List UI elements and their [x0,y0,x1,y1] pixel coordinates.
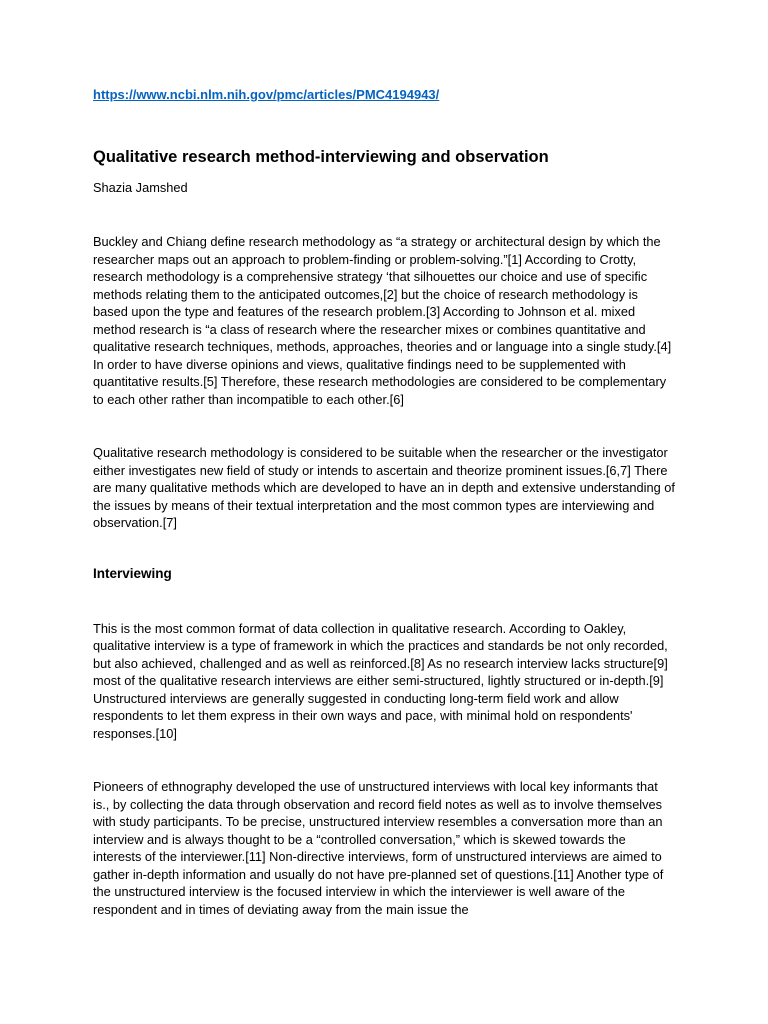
paragraph-interview-format: This is the most common format of data collection in qualitative research. According to Oakley, qualitative interview is a type of framework in which the practices and standards be not only recorded, but also achieved, challenged and as well as reinforced.[8] As no research interview lacks structure[9] most of the qualitative research interviews are either semi-structured, lightly structured or in-depth.[9] Unstructured interviews are generally suggested in conducting long-term field work and allow respondents to let them express in their own ways and pace, with minimal hold on respondents' responses.[10] [93,620,668,741]
source-url-link[interactable]: https://www.ncbi.nlm.nih.gov/pmc/articles/PMC4194943/ [93,87,440,102]
document-title: Qualitative research method-interviewing and observation [93,148,549,166]
document-page [93,86,675,918]
author-name: Shazia Jamshed [93,180,188,195]
paragraph-qualitative-methodology: Qualitative research methodology is considered to be suitable when the researcher or the investigator either investigates new field of study or intends to ascertain and theorize prominent issues.[6,7] There are many qualitative methods which are developed to have an in depth and extensive understanding of the issues by means of their textual interpretation and the most common types are interviewing and observation.[7] [93,445,675,530]
section-heading-interviewing: Interviewing [93,565,172,581]
paragraph-ethnography: Pioneers of ethnography developed the use of unstructured interviews with local key informants that is., by collecting the data through observation and record field notes as well as to involve themselves with study participants. To be precise, unstructured interview resembles a conversation more than an interview and is always thought to be a “controlled conversation,” which is skewed towards the interests of the interviewer.[11] Non-directive interviews, form of unstructured interviews are aimed to gather in-depth information and usually do not have pre-planned set of questions.[11] Another type of the unstructured interview is the focused interview in which the interviewer is well aware of the respondent and in times of deviating away from the main issue the [93,779,664,917]
paragraph-research-methodology: Buckley and Chiang define research methodology as “a strategy or architectural design by which the researcher maps out an approach to problem-finding or problem-solving.”[1] According to Crotty, research methodology is a comprehensive strategy ‘that silhouettes our choice and use of specific methods relating them to the anticipated outcomes,[2] but the choice of research methodology is based upon the type and features of the research problem.[3] According to Johnson et al. mixed method research is “a class of research where the researcher mixes or combines quantitative and qualitative research techniques, methods, approaches, theories and or language into a single study.[4] In order to have diverse opinions and views, qualitative findings need to be supplemented with quantitative results.[5] Therefore, these research methodologies are considered to be complementary to each other rather than incompatible to each other.[6] [93,234,672,407]
